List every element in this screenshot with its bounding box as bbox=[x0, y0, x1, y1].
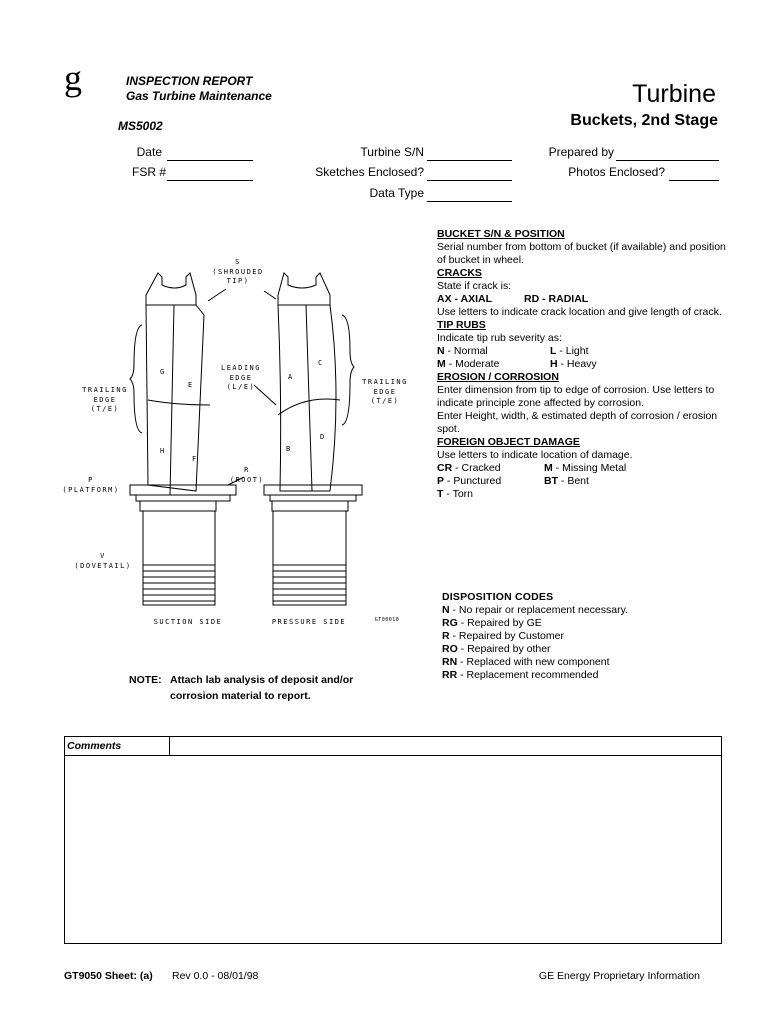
dovetail-label: V (DOVETAIL) bbox=[74, 552, 132, 570]
cracks-instructions: Use letters to indicate crack location and give length of crack. bbox=[437, 306, 722, 318]
turbine-sn-label: Turbine S/N bbox=[360, 145, 424, 159]
fod-codes-row1: CR - Cracked M - Missing Metal bbox=[437, 462, 627, 474]
comments-field[interactable] bbox=[65, 756, 721, 943]
disposition-item: RR - Replacement recommended bbox=[442, 669, 599, 681]
disposition-heading: DISPOSITION CODES bbox=[442, 591, 554, 603]
fsr-field[interactable] bbox=[167, 168, 253, 181]
date-label: Date bbox=[136, 145, 162, 159]
pressure-side-label: PRESSURE SIDE bbox=[271, 618, 347, 626]
zone-b: B bbox=[286, 445, 291, 453]
fod-heading: FOREIGN OBJECT DAMAGE bbox=[437, 436, 580, 448]
code-legend bbox=[437, 228, 727, 501]
zone-c: C bbox=[318, 359, 323, 367]
left-airfoil-icon bbox=[146, 305, 204, 491]
photos-field[interactable] bbox=[669, 168, 719, 181]
tip-rubs-text: Indicate tip rub severity as: bbox=[437, 332, 562, 344]
tip-codes-row1: N - Normal L - Light bbox=[437, 345, 589, 357]
sketches-label: Sketches Enclosed? bbox=[315, 165, 424, 179]
data-type-field[interactable] bbox=[427, 189, 512, 202]
left-dovetail-icon bbox=[143, 511, 215, 605]
bucket-heading: BUCKET S/N & POSITION bbox=[437, 228, 565, 240]
bucket-text: Serial number from bottom of bucket (if available) and position of bucket in wheel. bbox=[437, 241, 726, 266]
cracks-heading: CRACKS bbox=[437, 267, 482, 279]
zone-d: D bbox=[320, 433, 325, 441]
trailing-edge-left-label: TRAILING EDGE (T/E) bbox=[82, 386, 128, 413]
disposition-item: R - Repaired by Customer bbox=[442, 630, 564, 642]
trailing-edge-right-label: TRAILING EDGE (T/E) bbox=[362, 378, 408, 405]
turbine-sn-field[interactable] bbox=[427, 148, 512, 161]
section-subtitle: Buckets, 2nd Stage bbox=[570, 112, 718, 129]
prepared-by-field[interactable] bbox=[616, 148, 719, 161]
leading-edge-label: LEADING EDGE (L/E) bbox=[220, 364, 261, 391]
revision: Rev 0.0 - 08/01/98 bbox=[172, 970, 259, 982]
proprietary-notice: GE Energy Proprietary Information bbox=[538, 970, 700, 982]
sheet-id: GT9050 Sheet: (a) bbox=[64, 970, 153, 982]
left-platform-icon bbox=[130, 485, 236, 495]
disposition-codes bbox=[442, 591, 732, 682]
shrouded-tip-label: S (SHROUDED TIP) bbox=[212, 258, 264, 285]
bucket-diagram bbox=[50, 255, 430, 635]
right-dovetail-icon bbox=[273, 511, 346, 605]
root-label: R (ROOT) bbox=[229, 466, 265, 484]
fod-codes-row3: T - Torn bbox=[437, 488, 473, 500]
lab-analysis-note: NOTE: Attach lab analysis of deposit and/or corrosion material to report. bbox=[129, 674, 354, 702]
crack-codes: AX - AXIAL RD - RADIAL bbox=[437, 293, 589, 305]
disposition-item: RG - Repaired by GE bbox=[442, 617, 542, 629]
fsr-label: FSR # bbox=[131, 165, 166, 179]
photos-label: Photos Enclosed? bbox=[568, 165, 665, 179]
zone-g: G bbox=[160, 368, 165, 376]
right-shroud-icon bbox=[278, 273, 330, 305]
report-subtitle: Gas Turbine Maintenance bbox=[126, 89, 272, 103]
comments-box bbox=[64, 736, 722, 944]
zone-h: H bbox=[160, 447, 165, 455]
fod-text: Use letters to indicate location of damage. bbox=[437, 449, 633, 461]
prepared-by-label: Prepared by bbox=[548, 145, 614, 159]
disposition-item: RO - Repaired by other bbox=[442, 643, 551, 655]
disposition-item: N - No repair or replacement necessary. bbox=[442, 604, 628, 616]
figure-id: GT00010 bbox=[374, 617, 400, 623]
erosion-text1: Enter dimension from tip to edge of corrosion. Use letters to indicate principle zone affected by corrosion. bbox=[437, 384, 715, 409]
disposition-item: RN - Replaced with new component bbox=[442, 656, 610, 668]
comments-label: Comments bbox=[65, 737, 170, 756]
left-shroud-icon bbox=[146, 273, 196, 305]
sketches-field[interactable] bbox=[427, 168, 512, 181]
suction-side-label: SUCTION SIDE bbox=[153, 618, 223, 626]
platform-label: P (PLATFORM) bbox=[62, 476, 120, 494]
zone-e: E bbox=[188, 381, 193, 389]
zone-f: F bbox=[192, 455, 197, 463]
section-title: Turbine bbox=[632, 80, 716, 108]
cracks-text: State if crack is: bbox=[437, 280, 512, 292]
erosion-text2: Enter Height, width, & estimated depth of corrosion / erosion spot. bbox=[437, 410, 718, 435]
data-type-label: Data Type bbox=[369, 186, 424, 200]
zone-a: A bbox=[288, 373, 293, 381]
fod-codes-row2: P - Punctured BT - Bent bbox=[437, 475, 589, 487]
tip-rubs-heading: TIP RUBS bbox=[437, 319, 486, 331]
tip-codes-row2: M - Moderate H - Heavy bbox=[437, 358, 597, 370]
right-platform-icon bbox=[264, 485, 362, 495]
date-field[interactable] bbox=[167, 148, 253, 161]
report-title: INSPECTION REPORT bbox=[126, 74, 253, 88]
ge-logo: g bbox=[64, 58, 82, 98]
model-number: MS5002 bbox=[118, 119, 163, 133]
erosion-heading: EROSION / CORROSION bbox=[437, 371, 559, 383]
